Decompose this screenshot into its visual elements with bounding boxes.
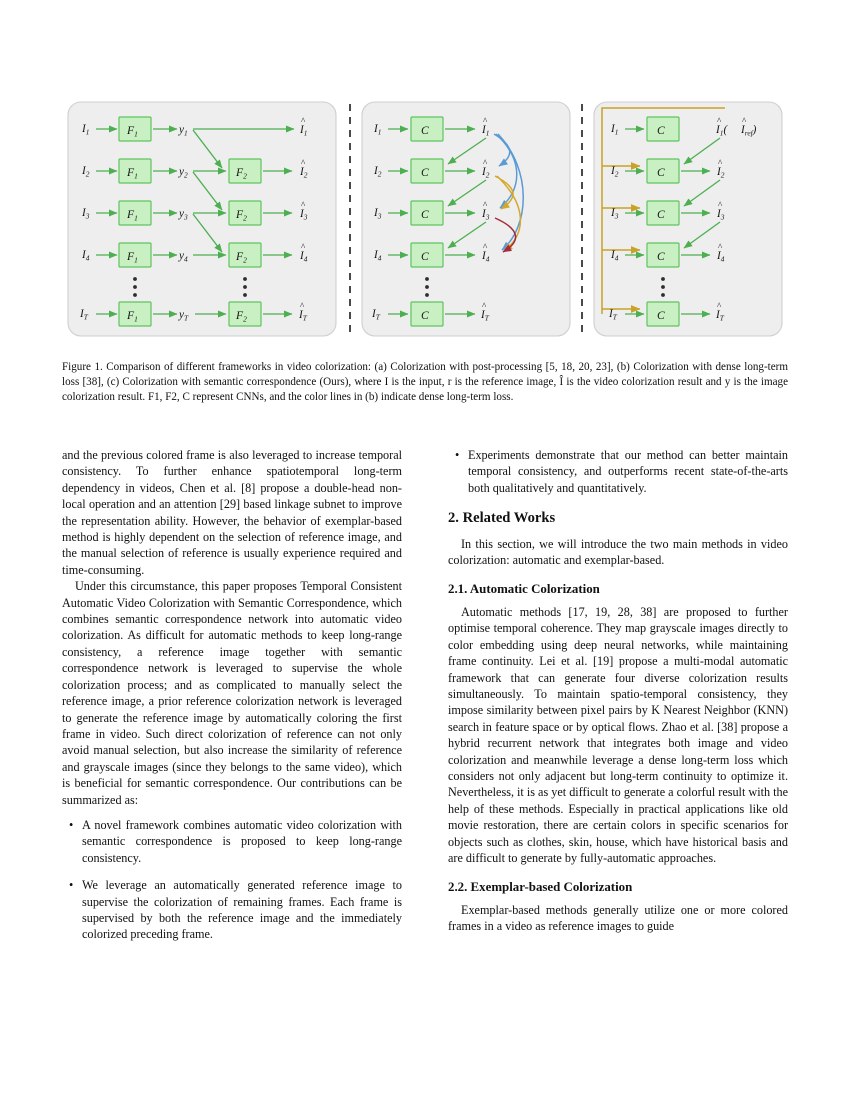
paragraph-continued: and the previous colored frame is also leveraged to increase temporal consistency. To further enhance spatiotemporal long-term dependency in videos, Chen et al. [8] propose a double-head non-local operation and an attention [29] based linkage subnet to improve the representation ability. However, the behavior of exemplar-based method is highly dependent on the selection of reference image, and the manual selection of reference is usually experience required and time-consuming. [62, 448, 402, 577]
svg-text:I1: $I_1$ [374, 123, 382, 137]
svg-text:C: C [421, 250, 429, 263]
svg-text:I3: $I_3$ [482, 208, 490, 222]
figure-panel-b [362, 102, 570, 336]
svg-text:I4: $I_4$ [82, 249, 90, 263]
panel-c-ellipsis [661, 277, 665, 297]
figure-panel-c [594, 102, 782, 336]
column-left [62, 447, 402, 1012]
svg-text:F2: $F_2$ [236, 208, 247, 223]
svg-text:^: ^ [742, 116, 747, 126]
svg-text:I1: $I_1$ [482, 124, 490, 138]
svg-text:I3: $I_3$ [300, 208, 308, 222]
figure-caption-prefix: Figure 1. [62, 361, 103, 373]
subsection-heading-automatic-colorization: 2.1. Automatic Colorization [448, 581, 600, 596]
paragraph-exemplar-based-colorization: Exemplar-based methods generally utilize one or more colored frames in a video as reference images to guide [448, 903, 788, 934]
svg-text:F2: $F_2$ [236, 309, 247, 324]
list-item: • We leverage an automatically generated reference image to supervise the colorization of remaining frames. Each frame is supervised by both the reference image and the immediately colorized preceding frame. [82, 877, 402, 943]
paragraph-automatic-colorization: Automatic methods [17, 19, 28, 38] are proposed to further optimise temporal coherence. They map grayscale images directly to color embedding using deep neural networks, while maintaining frame continuity. Lei et al. [19] propose a multi-modal automatic framework that can generate four diverse colorization results simultaneously. To maintain spatio-temporal consistency, they impose similarity between pixel pairs by K Nearest Neighbor (KNN) search in feature space or by optical flows. Zhao et al. [38] propose a hybrid recurrent network that integrates both image and video colorization and meanwhile leverage a dense long-term loss which considers not only adjacent but long-term continuity to optimize it. Nevertheless, it is as yet difficult to generate a colorful result with the help of these methods. Especially in practical applications like old movie restoration, there are certain colors in specific scenarios for objects such as clothes, skin, house, which have historical basis and are difficult to generate by fully-automatic approaches. [448, 605, 788, 866]
panel-a-ellipsis-right [243, 277, 247, 297]
svg-text:IT: $I_T$ [80, 308, 88, 322]
list-item: • Experiments demonstrate that our method can better maintain temporal consistency, and outperforms recent state-of-the-arts both qualitatively and quantitatively. [468, 447, 788, 496]
svg-text:^: ^ [301, 116, 306, 126]
svg-text:^: ^ [718, 200, 723, 210]
svg-text:C: C [657, 208, 665, 221]
svg-text:^: ^ [717, 301, 722, 311]
svg-text:I2: $I_2$ [717, 166, 725, 180]
svg-text:^: ^ [301, 158, 306, 168]
svg-text:I1: $I_1$ [82, 123, 90, 137]
svg-text:I2: $I_2$ [82, 165, 90, 179]
svg-text:I3: $I_3$ [611, 207, 619, 221]
section-heading-related-works: 2. Related Works [448, 510, 556, 527]
svg-text:^: ^ [483, 158, 488, 168]
svg-text:C: C [657, 309, 665, 322]
svg-text:IT: $I_T$ [481, 309, 489, 323]
figure-caption-text: Comparison of different frameworks in video colorization: (a) Colorization with post-processing [5, 18, 20, 23], (b) Colorization with dense long-term loss [38], (c) Colorization with semantic correspondence (Ours), where I is the input, r is the reference image, Î is the video colorization result and y is the image colorization result. F1, F2, C represent CNNs, and the color lines in (b) indicate dense long-term loss. [62, 361, 788, 404]
svg-text:IT: $I_T$ [609, 308, 617, 322]
svg-text:yT: $y_T$ [179, 309, 189, 323]
column-right [448, 447, 788, 1012]
svg-text:^: ^ [718, 158, 723, 168]
paragraph-proposal: Under this circumstance, this paper proposes Temporal Consistent Automatic Video Colorization with Semantic Correspondence, which combines semantic correspondence network into automatic video colorization. As difficult for automatic methods to keep long-range consistency, a reference image together with semantic correspondence network is leveraged to supervise the whole colorization process; and as complicated to manually select the reference image, a prior reference colorization network is leveraged to generate the reference image by automatically coloring the first frame in video. Such direct colorization of reference can not only avoid manual selection, but also increase the similarity of reference and grayscale images (since they belongs to the same video), which is beneficial for semantic correspondence. Our contributions can be summarized as: [62, 579, 402, 807]
svg-text:^: ^ [300, 301, 305, 311]
svg-text:C: C [421, 208, 429, 221]
svg-text:I4: $I_4$ [482, 250, 490, 264]
contributions-list-continued [448, 447, 788, 496]
svg-text:F2: $F_2$ [236, 166, 247, 181]
svg-text:F2: $F_2$ [236, 250, 247, 265]
svg-text:F1: $F_1$ [127, 166, 138, 181]
body-columns [62, 447, 788, 1012]
panel-a-ellipsis-left [133, 277, 137, 297]
paragraph-related-works-intro: In this section, we will introduce the two main methods in video colorization: automatic and exemplar-based. [448, 536, 788, 568]
figure-caption [62, 360, 788, 405]
panel-b-background [362, 102, 570, 336]
svg-text:^: ^ [483, 116, 488, 126]
svg-text:F1: $F_1$ [127, 124, 138, 139]
svg-text:I4: $I_4$ [717, 250, 725, 264]
svg-text:Iref): $I_{ref}$) [741, 124, 757, 138]
svg-text:F1: $F_1$ [127, 250, 138, 265]
list-item: • A novel framework combines automatic video colorization with semantic correspondence is proposed to keep long-range consistency. [82, 817, 402, 866]
contributions-list [62, 817, 402, 943]
svg-text:I4: $I_4$ [374, 249, 382, 263]
svg-text:IT: $I_T$ [299, 309, 307, 323]
svg-text:C: C [657, 124, 665, 137]
svg-text:C: C [421, 166, 429, 179]
svg-text:^: ^ [482, 301, 487, 311]
svg-text:I3: $I_3$ [374, 207, 382, 221]
svg-text:I2: $I_2$ [611, 165, 619, 179]
svg-text:I2: $I_2$ [482, 166, 490, 180]
framework-comparison-diagram [62, 98, 788, 340]
svg-text:C: C [657, 166, 665, 179]
svg-text:I2: $I_2$ [374, 165, 382, 179]
svg-text:I4: $I_4$ [611, 249, 619, 263]
svg-text:I1(: $I_1$( [716, 124, 728, 138]
svg-text:IT: $I_T$ [716, 309, 724, 323]
svg-text:^: ^ [483, 200, 488, 210]
svg-text:^: ^ [717, 116, 722, 126]
svg-text:F1: $F_1$ [127, 309, 138, 324]
figure-1 [62, 98, 788, 340]
panel-c-background [594, 102, 782, 336]
svg-text:y2: $y_2$ [179, 166, 188, 180]
svg-text:I2: $I_2$ [300, 166, 308, 180]
svg-text:C: C [421, 124, 429, 137]
svg-text:C: C [421, 309, 429, 322]
panel-a-background [68, 102, 336, 336]
svg-text:I4: $I_4$ [300, 250, 308, 264]
svg-text:^: ^ [718, 242, 723, 252]
svg-text:I1: $I_1$ [300, 124, 308, 138]
svg-text:F1: $F_1$ [127, 208, 138, 223]
figure-panel-a [68, 102, 336, 336]
svg-text:I3: $I_3$ [82, 207, 90, 221]
svg-text:IT: $I_T$ [372, 308, 380, 322]
svg-text:^: ^ [301, 200, 306, 210]
svg-text:y3: $y_3$ [179, 208, 188, 222]
svg-text:^: ^ [483, 242, 488, 252]
svg-text:C: C [657, 250, 665, 263]
panel-b-ellipsis [425, 277, 429, 297]
figure-1-canvas [62, 98, 788, 340]
svg-text:y4: $y_4$ [179, 250, 188, 264]
subsection-heading-exemplar-based-colorization: 2.2. Exemplar-based Colorization [448, 879, 633, 894]
svg-text:^: ^ [301, 242, 306, 252]
svg-text:I1: $I_1$ [611, 123, 619, 137]
svg-text:I3: $I_3$ [717, 208, 725, 222]
svg-text:y1: $y_1$ [179, 124, 188, 138]
